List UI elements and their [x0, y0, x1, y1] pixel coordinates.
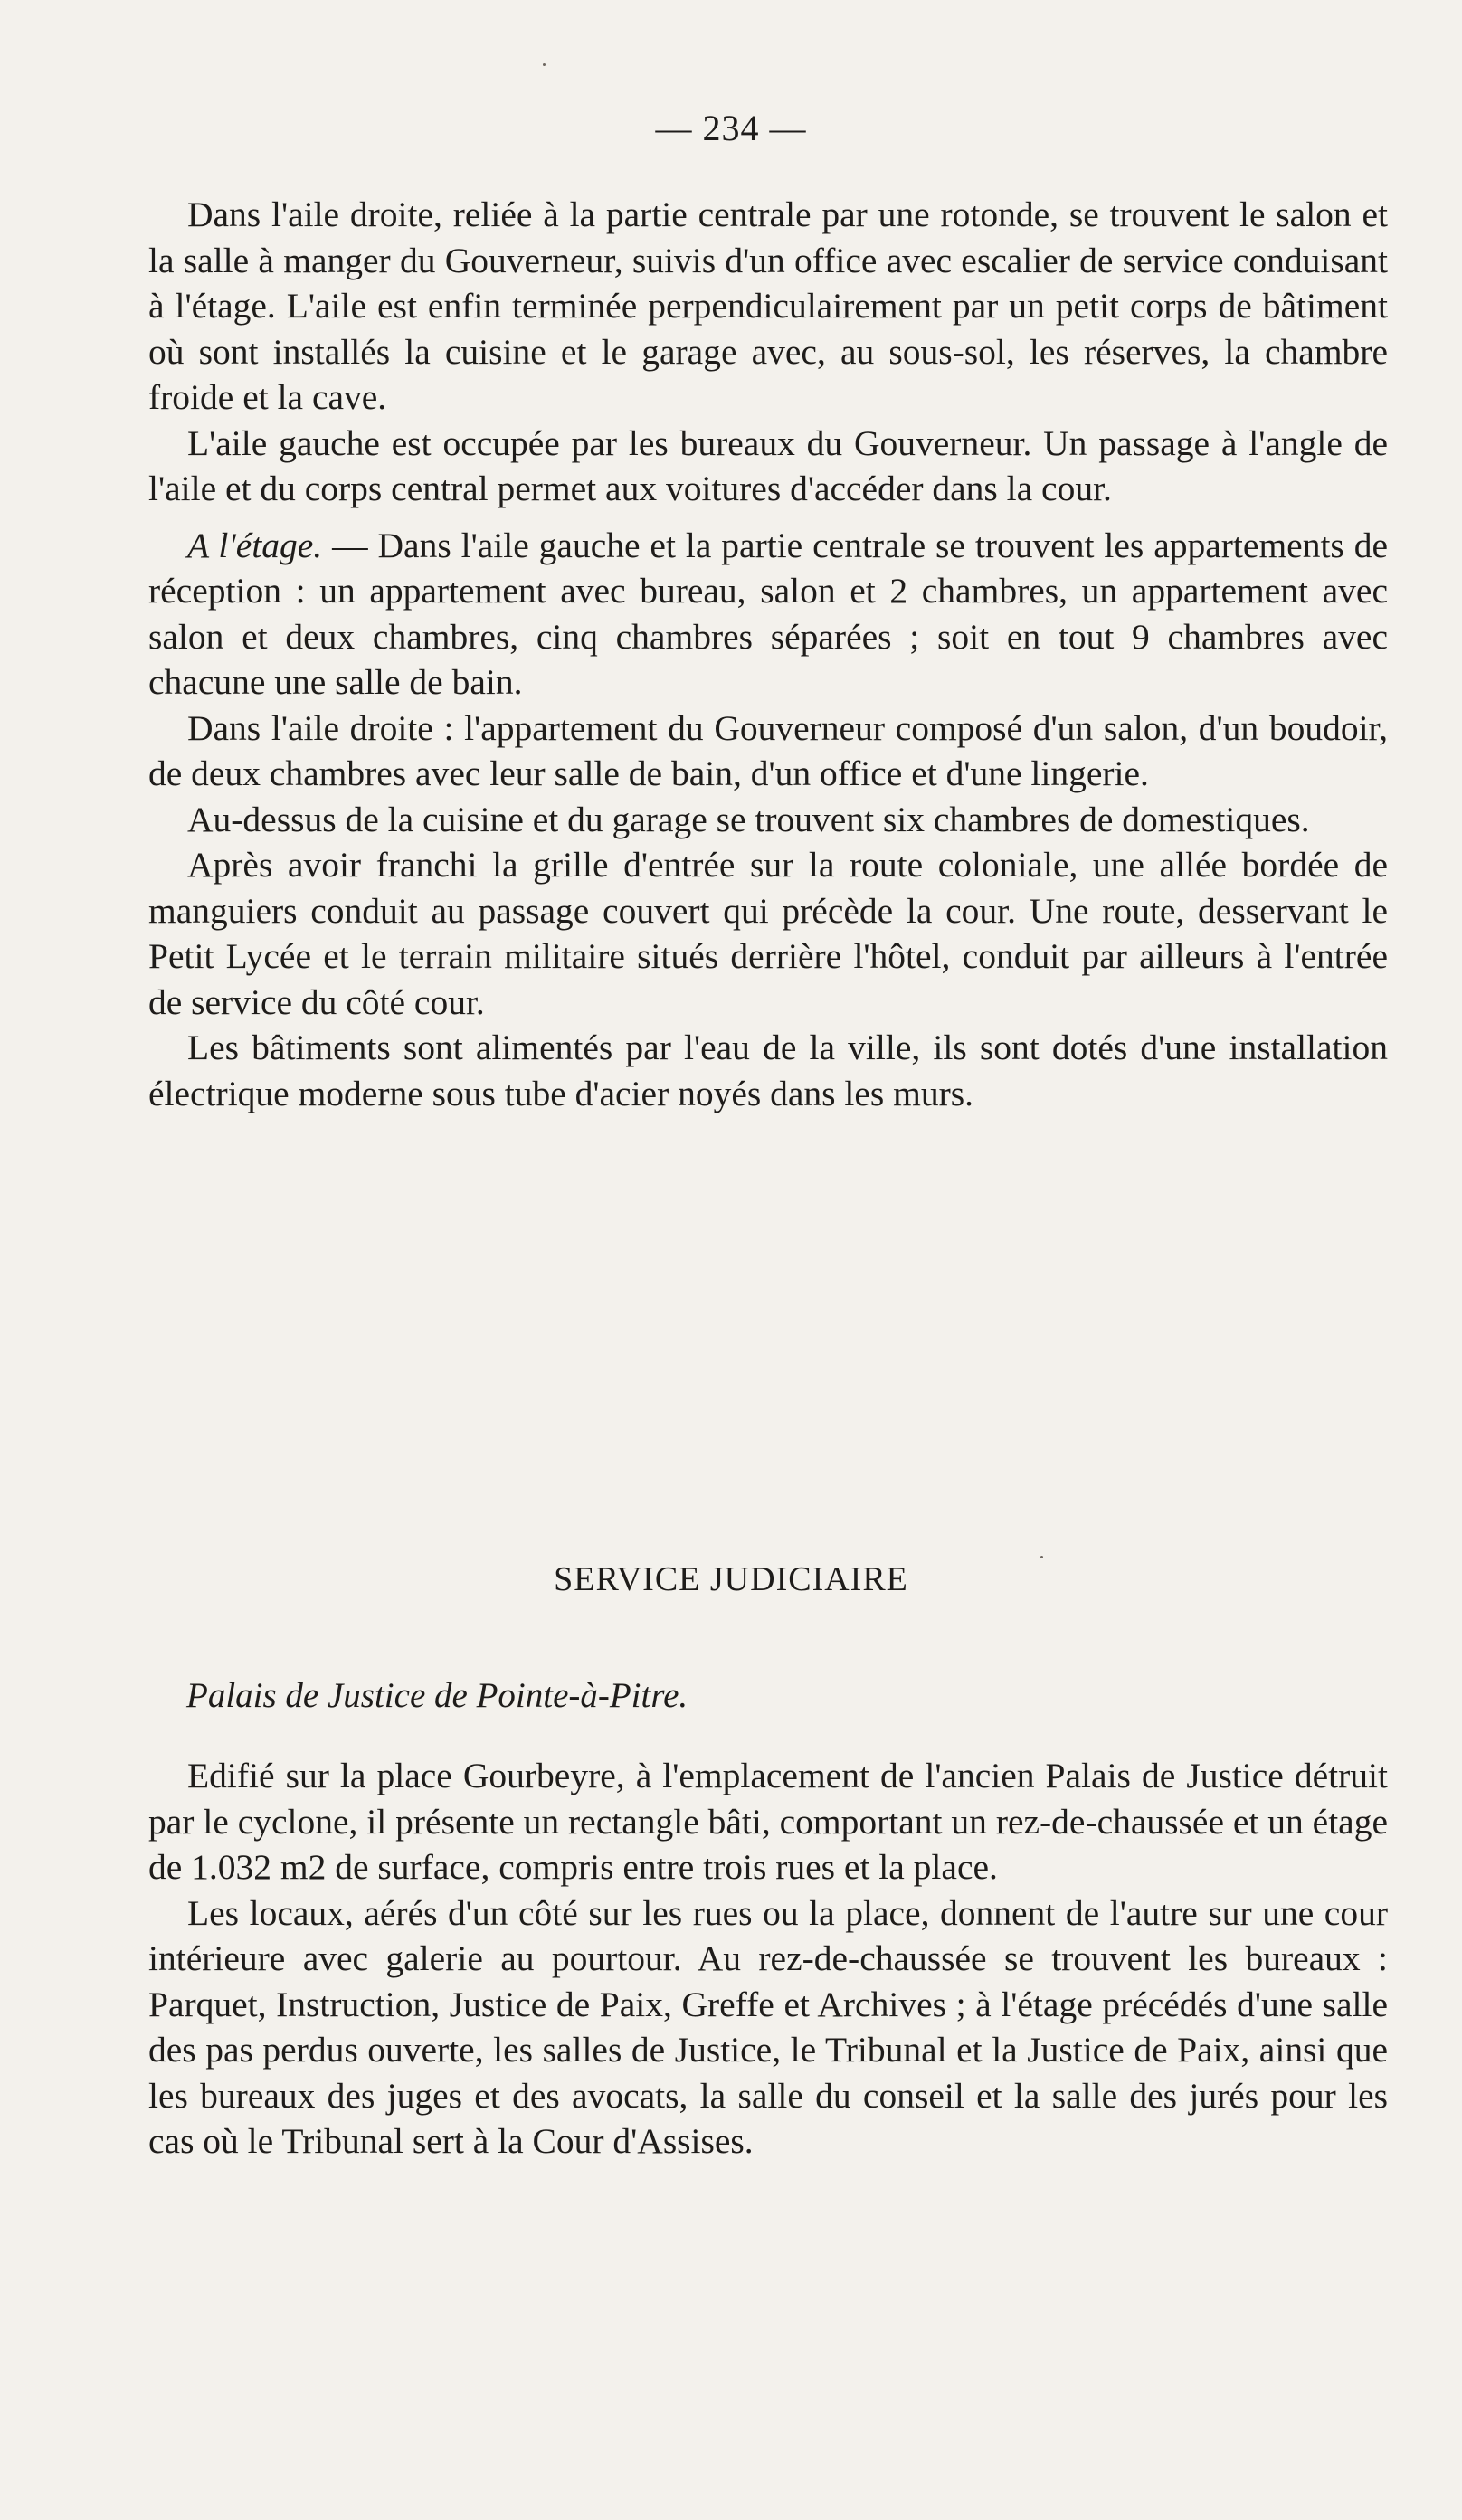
paragraph: Après avoir franchi la grille d'entrée sur la route coloniale, une allée bordée de manguiers conduit au passage couvert qui précède la cour. Une route, desservant le Petit Lycée et le terrain militaire situés derrière l'hôtel, conduit par ailleurs à l'entrée de service du côté cour.	[148, 845, 1388, 1022]
paragraph	[148, 523, 1388, 706]
body-text-top	[148, 192, 1388, 1116]
body-text-bottom	[148, 1753, 1388, 2165]
paragraph: Dans l'aile droite, reliée à la partie centrale par une rotonde, se trouvent le salon et la salle à manger du Gouverneur, suivis d'un office avec escalier de service conduisant à l'étage. L'aile est enfin terminée perpendiculairement par un petit corps de bâtiment où sont installés la cuisine et le garage avec, au sous-sol, les réserves, la chambre froide et la cave.	[148, 194, 1388, 417]
paragraph: Edifié sur la place Gourbeyre, à l'emplacement de l'ancien Palais de Justice détruit par le cyclone, il présente un rectangle bâti, comportant un rez-de-chaussée et un étage de 1.032 m2 de surface, compris entre trois rues et la place.	[148, 1756, 1388, 1887]
paragraph: Les locaux, aérés d'un côté sur les rues ou la place, donnent de l'autre sur une cour intérieure avec galerie au pourtour. Au rez-de-chaussée se trouvent les bureaux : Parquet, Instruction, Justice de Paix, Greffe et Archives ; à l'étage précédés d'une salle des pas perdus ouverte, les salles de Justice, le Tribunal et la Justice de Paix, ainsi que les bureaux des juges et des avocats, la salle du conseil et la salle des jurés pour les cas où le Tribunal sert à la Cour d'Assises.	[148, 1892, 1388, 2161]
paragraph: Dans l'aile droite : l'appartement du Gouverneur composé d'un salon, d'un boudoir, de deux chambres avec leur salle de bain, d'un office et d'une lingerie.	[148, 707, 1388, 793]
subheading: Palais de Justice de Pointe-à-Pitre.	[186, 1676, 688, 1715]
paragraph-text: — Dans l'aile gauche et la partie centrale se trouvent les appartements de réception : un appartement avec bureau, salon et 2 chambres, un appartement avec salon et deux chambres, cinq chambres séparées ; soit en tout 9 chambres avec chacune une salle de bain.	[148, 525, 1389, 702]
paper-speck	[543, 63, 546, 66]
paragraph: Au-dessus de la cuisine et du garage se trouvent six chambres de domestiques.	[187, 799, 1310, 839]
paper-speck	[1040, 1556, 1043, 1558]
page-number: — 234 —	[655, 108, 807, 148]
paragraph: Les bâtiments sont alimentés par l'eau de la ville, ils sont dotés d'une installation électrique moderne sous tube d'acier noyés dans les murs.	[148, 1028, 1388, 1113]
paragraph-lead: A l'étage.	[187, 525, 323, 565]
section-heading: SERVICE JUDICIAIRE	[554, 1560, 908, 1598]
paragraph: L'aile gauche est occupée par les bureaux du Gouverneur. Un passage à l'angle de l'aile et du corps central permet aux voitures d'accéder dans la cour.	[148, 422, 1388, 508]
